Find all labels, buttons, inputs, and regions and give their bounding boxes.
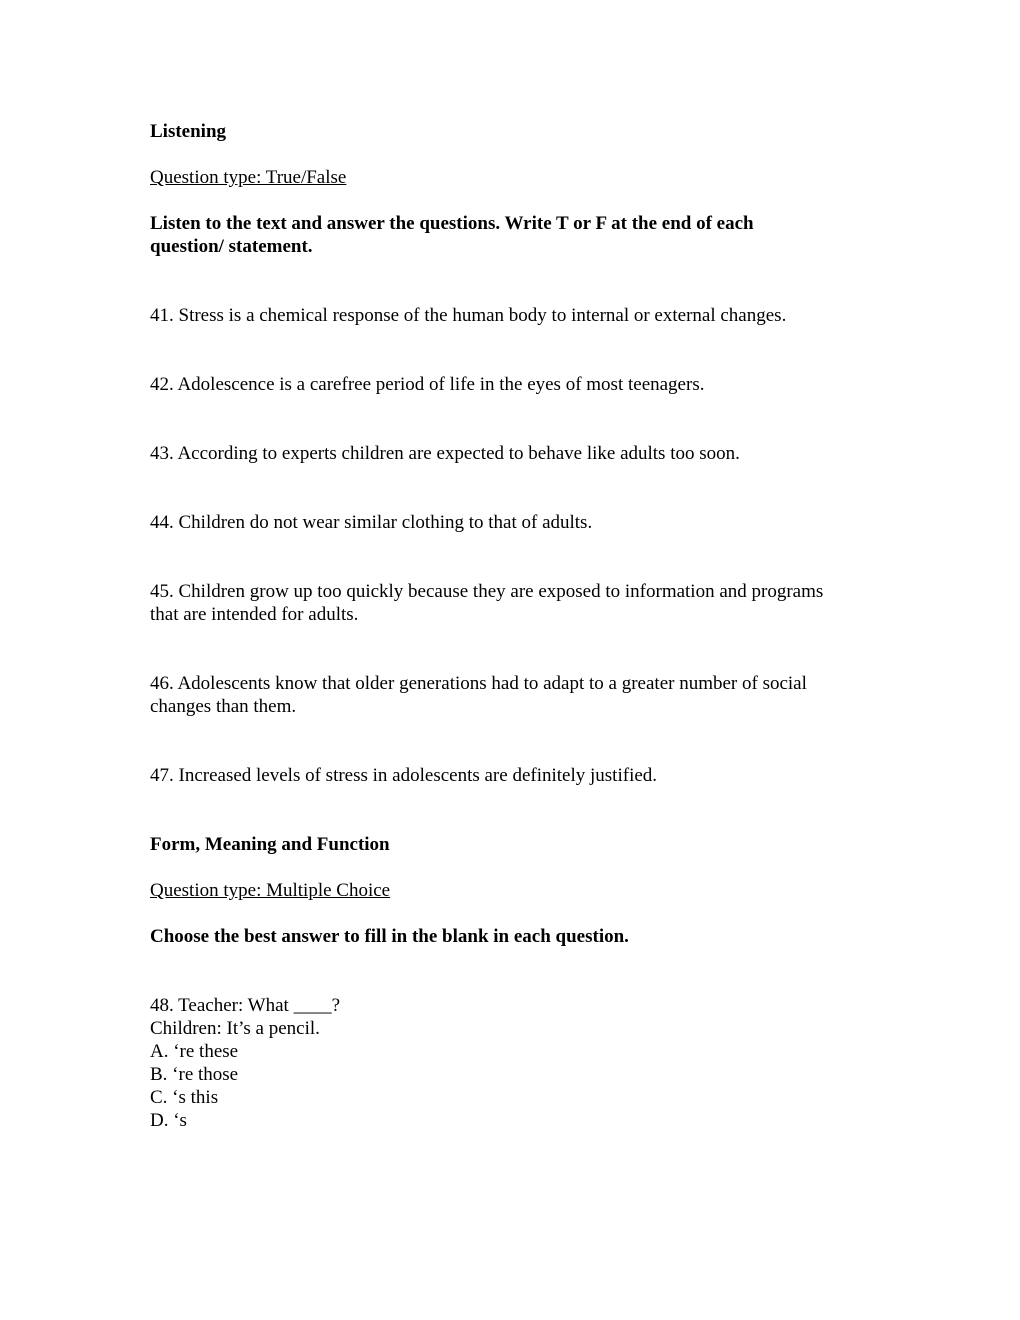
form-section-instruction: Choose the best answer to fill in the blank in each question.	[150, 926, 629, 947]
form-section-heading: Form, Meaning and Function	[150, 834, 390, 855]
listening-instruction-line1: Listen to the text and answer the questions. Write T or F at the end of each	[150, 213, 754, 234]
question-48-option-c: C. ‘s this	[150, 1087, 219, 1108]
question-46-line2: changes than them.	[150, 696, 297, 717]
form-section-question-type: Question type: Multiple Choice	[150, 880, 391, 901]
question-41: 41. Stress is a chemical response of the human body to internal or external changes.	[150, 305, 787, 326]
question-47: 47. Increased levels of stress in adolescents are definitely justified.	[150, 765, 658, 786]
question-45-line1: 45. Children grow up too quickly because they are exposed to information and programs	[150, 581, 824, 602]
question-43: 43. According to experts children are expected to behave like adults too soon.	[150, 443, 740, 464]
question-48-prompt: 48. Teacher: What ____?	[150, 995, 341, 1016]
question-42: 42. Adolescence is a carefree period of life in the eyes of most teenagers.	[150, 374, 705, 395]
question-48-response: Children: It’s a pencil.	[150, 1018, 320, 1039]
question-48-option-d: D. ‘s	[150, 1110, 187, 1131]
listening-heading: Listening	[150, 121, 227, 142]
question-45-line2: that are intended for adults.	[150, 604, 359, 625]
listening-instruction-line2: question/ statement.	[150, 236, 313, 257]
question-46-line1: 46. Adolescents know that older generations had to adapt to a greater number of social	[150, 673, 807, 694]
listening-question-type: Question type: True/False	[150, 167, 347, 188]
question-44: 44. Children do not wear similar clothing to that of adults.	[150, 512, 593, 533]
question-48-option-a: A. ‘re these	[150, 1041, 239, 1062]
question-48-option-b: B. ‘re those	[150, 1064, 239, 1085]
